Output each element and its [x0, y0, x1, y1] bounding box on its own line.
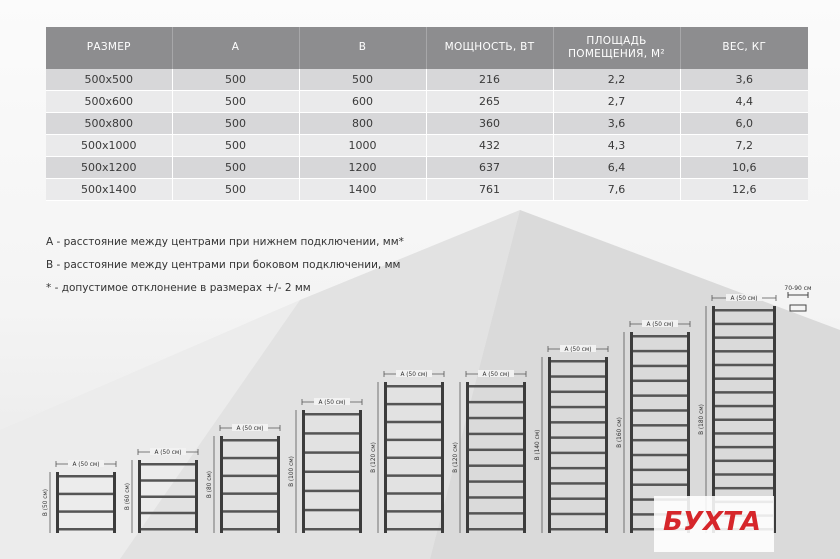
cell-size: 500x600: [46, 91, 172, 113]
note-b: В - расстояние между центрами при боковом подключении, мм: [46, 259, 401, 271]
a-dimension-label: А (50 см): [72, 462, 100, 468]
rail-crossbar: [223, 457, 277, 460]
cell-power: 761: [426, 179, 553, 201]
rail-left-post: [220, 436, 223, 533]
cell-b: 500: [299, 69, 426, 91]
rail-crossbar: [715, 323, 773, 326]
cell-size: 500x1400: [46, 179, 172, 201]
rail-crossbar: [305, 432, 359, 435]
cell-b: 600: [299, 91, 426, 113]
rail-left-post: [630, 332, 633, 533]
rail-crossbar: [305, 413, 359, 416]
rail-crossbar: [469, 512, 523, 515]
rail-crossbar: [387, 457, 441, 460]
rail-left-post: [56, 472, 59, 533]
cell-size: 500x1000: [46, 135, 172, 157]
rail-crossbar: [59, 510, 113, 513]
b-dimension-label: В (80 см): [207, 470, 213, 499]
cell-area: 2,7: [553, 91, 680, 113]
rail-crossbar: [551, 497, 605, 500]
rail-crossbar: [551, 452, 605, 455]
rail-crossbar: [633, 394, 687, 397]
rail-crossbar: [551, 482, 605, 485]
rail-crossbar: [223, 492, 277, 495]
rail-crossbar: [551, 421, 605, 424]
cell-power: 265: [426, 91, 553, 113]
rail-right-post: [113, 472, 116, 533]
cell-area: 6,4: [553, 157, 680, 179]
cell-power: 432: [426, 135, 553, 157]
rail-crossbar: [551, 391, 605, 394]
rail-crossbar: [387, 492, 441, 495]
rail-crossbar: [715, 460, 773, 463]
rail-crossbar: [141, 528, 195, 531]
rail-crossbar: [305, 471, 359, 474]
rail-crossbar: [223, 475, 277, 478]
b-dimension-label: В (120 см): [371, 442, 377, 473]
depth-label: 70-90 см: [784, 285, 812, 292]
cell-a: 500: [172, 157, 299, 179]
rail-crossbar: [715, 364, 773, 367]
rail-crossbar: [551, 436, 605, 439]
cell-area: 2,2: [553, 69, 680, 91]
rail-crossbar: [223, 439, 277, 442]
rail-crossbar: [387, 510, 441, 513]
rail-crossbar: [141, 463, 195, 466]
cell-a: 500: [172, 135, 299, 157]
cell-weight: 12,6: [680, 179, 808, 201]
header-weight: ВЕС, КГ: [680, 27, 808, 69]
header-size: РАЗМЕР: [46, 27, 172, 69]
rail-crossbar: [59, 528, 113, 531]
cell-weight: 3,6: [680, 69, 808, 91]
rail-crossbar: [715, 446, 773, 449]
cell-weight: 7,2: [680, 135, 808, 157]
cell-power: 360: [426, 113, 553, 135]
cell-size: 500x500: [46, 69, 172, 91]
rail-crossbar: [633, 454, 687, 457]
header-power: МОЩНОСТЬ, ВТ: [426, 27, 553, 69]
rail-crossbar: [59, 475, 113, 478]
rail-crossbar: [551, 360, 605, 363]
b-dimension-label: В (50 см): [43, 488, 49, 517]
a-dimension-label: А (50 см): [564, 347, 592, 353]
rail-crossbar: [551, 528, 605, 531]
rail-crossbar: [551, 375, 605, 378]
rail-crossbar: [141, 512, 195, 515]
rail-crossbar: [223, 510, 277, 513]
rail-left-post: [138, 460, 141, 533]
rail-crossbar: [141, 479, 195, 482]
rail-crossbar: [387, 474, 441, 477]
rail-crossbar: [387, 421, 441, 424]
rail-crossbar: [633, 409, 687, 412]
rail-crossbar: [633, 365, 687, 368]
logo-text: БУХТА: [663, 507, 761, 537]
rail-crossbar: [715, 405, 773, 408]
rail-right-post: [195, 460, 198, 533]
rail-right-post: [523, 382, 526, 533]
b-dimension-label: В (140 см): [535, 429, 541, 461]
rail-crossbar: [387, 403, 441, 406]
towel-rail-diagram: [125, 448, 198, 533]
rail-crossbar: [59, 493, 113, 496]
rail-crossbar: [715, 377, 773, 380]
rail-crossbar: [223, 528, 277, 531]
rail-crossbar: [469, 417, 523, 420]
rail-right-post: [277, 436, 280, 533]
b-dimension-label: В (60 см): [125, 482, 131, 511]
rail-crossbar: [715, 473, 773, 476]
cell-power: 216: [426, 69, 553, 91]
rail-crossbar: [469, 385, 523, 388]
rail-crossbar: [469, 496, 523, 499]
rail-right-post: [605, 357, 608, 533]
rail-crossbar: [469, 449, 523, 452]
rail-crossbar: [305, 451, 359, 454]
cell-b: 800: [299, 113, 426, 135]
towel-rail-diagram: [43, 460, 116, 533]
a-dimension-label: А (50 см): [646, 322, 674, 328]
rail-crossbar: [633, 350, 687, 353]
rail-left-post: [302, 410, 305, 533]
header-area: ПЛОЩАДЬ ПОМЕЩЕНИЯ, М²: [553, 27, 680, 69]
rail-crossbar: [469, 464, 523, 467]
rail-crossbar: [633, 483, 687, 486]
header-a: A: [172, 27, 299, 69]
rail-crossbar: [305, 490, 359, 493]
cell-power: 637: [426, 157, 553, 179]
cell-a: 500: [172, 179, 299, 201]
towel-rail-diagram: [535, 345, 608, 533]
cell-weight: 4,4: [680, 91, 808, 113]
depth-indicator: [784, 285, 811, 311]
towel-rail-diagram: [453, 370, 526, 533]
cell-size: 500x1200: [46, 157, 172, 179]
rail-crossbar: [715, 487, 773, 490]
b-dimension-label: В (160 см): [617, 417, 623, 448]
b-dimension-label: В (100 см): [289, 456, 295, 487]
towel-rail-diagram: [207, 424, 280, 533]
rail-crossbar: [633, 439, 687, 442]
rail-left-post: [384, 382, 387, 533]
rail-left-post: [548, 357, 551, 533]
rail-crossbar: [715, 391, 773, 394]
rail-crossbar: [633, 424, 687, 427]
cell-size: 500x800: [46, 113, 172, 135]
rail-crossbar: [715, 432, 773, 435]
rail-crossbar: [469, 528, 523, 531]
rail-crossbar: [469, 480, 523, 483]
cell-area: 3,6: [553, 113, 680, 135]
cell-a: 500: [172, 113, 299, 135]
a-dimension-label: А (50 см): [236, 426, 264, 432]
b-dimension-label: В (180 см): [699, 404, 705, 435]
cell-b: 1400: [299, 179, 426, 201]
rail-crossbar: [469, 401, 523, 404]
cell-b: 1200: [299, 157, 426, 179]
rail-crossbar: [551, 406, 605, 409]
a-dimension-label: А (50 см): [482, 372, 510, 378]
rail-crossbar: [141, 496, 195, 499]
cell-a: 500: [172, 69, 299, 91]
header-b: B: [299, 27, 426, 69]
rail-right-post: [359, 410, 362, 533]
b-dimension-label: В (120 см): [453, 442, 459, 473]
rail-crossbar: [387, 528, 441, 531]
rail-crossbar: [633, 335, 687, 338]
rail-crossbar: [551, 513, 605, 516]
rail-left-post: [466, 382, 469, 533]
a-dimension-label: А (50 см): [400, 372, 428, 378]
note-tolerance: * - допустимое отклонение в размерах +/- 2 мм: [46, 282, 311, 294]
rail-crossbar: [715, 419, 773, 422]
rail-crossbar: [715, 350, 773, 353]
a-dimension-label: А (50 см): [318, 400, 346, 406]
a-dimension-label: А (50 см): [154, 450, 182, 456]
cell-weight: 6,0: [680, 113, 808, 135]
bukhta-logo: [654, 496, 774, 552]
rail-crossbar: [633, 469, 687, 472]
rail-crossbar: [305, 528, 359, 531]
rail-crossbar: [633, 380, 687, 383]
rail-crossbar: [551, 467, 605, 470]
towel-rail-diagram: [289, 398, 362, 533]
cell-area: 7,6: [553, 179, 680, 201]
cell-weight: 10,6: [680, 157, 808, 179]
rail-crossbar: [387, 385, 441, 388]
a-dimension-label: А (50 см): [730, 296, 758, 302]
note-a: А - расстояние между центрами при нижнем подключении, мм*: [46, 236, 404, 248]
rail-crossbar: [715, 309, 773, 312]
rail-crossbar: [387, 439, 441, 442]
cell-area: 4,3: [553, 135, 680, 157]
rail-crossbar: [715, 336, 773, 339]
rail-crossbar: [469, 433, 523, 436]
towel-rail-diagram: [371, 370, 444, 533]
rail-right-post: [441, 382, 444, 533]
cell-b: 1000: [299, 135, 426, 157]
rail-crossbar: [305, 509, 359, 512]
cell-a: 500: [172, 91, 299, 113]
